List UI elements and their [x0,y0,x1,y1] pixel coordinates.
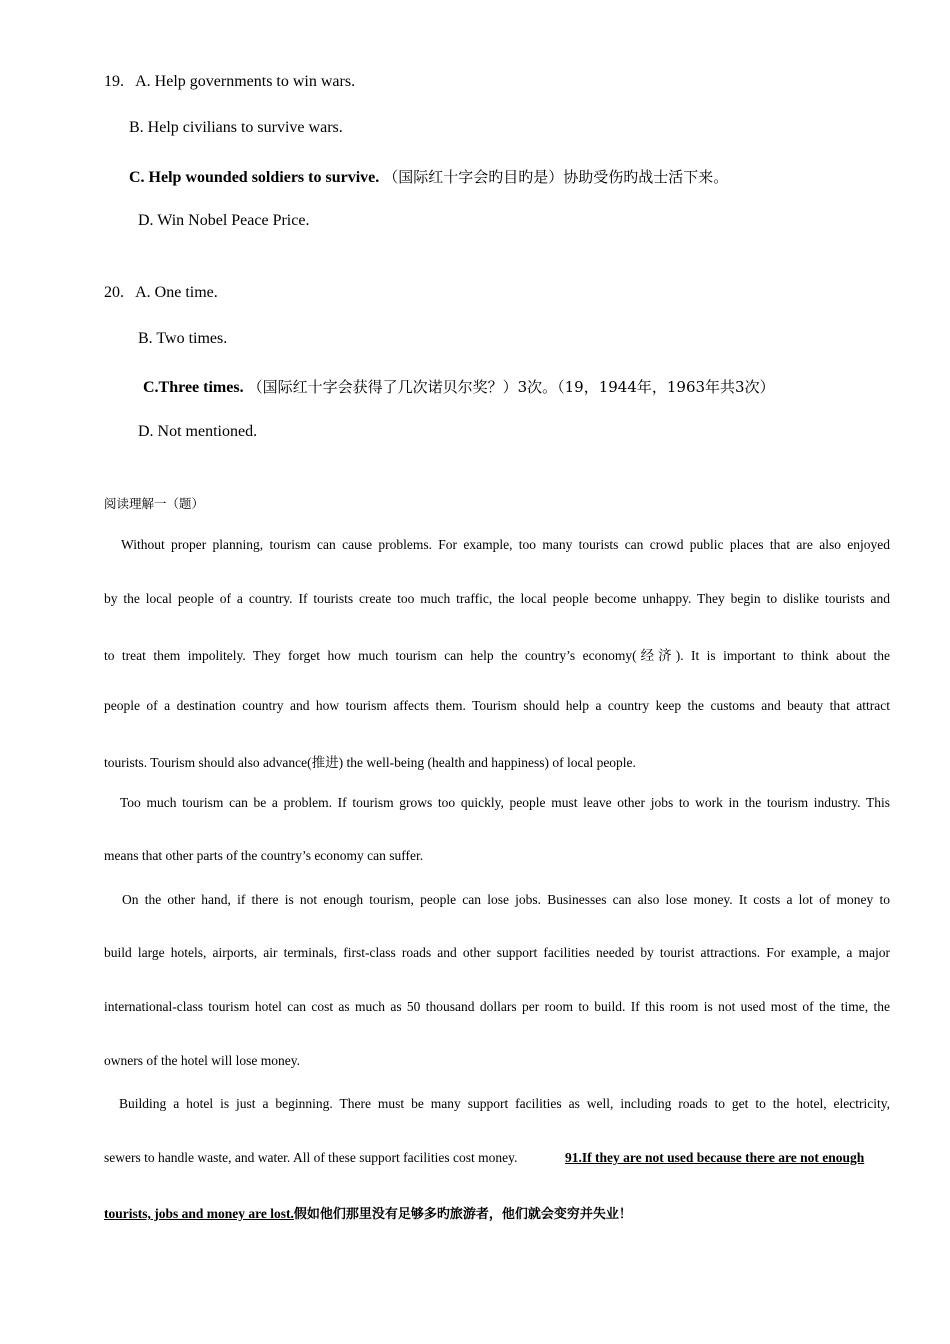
paragraph-line: build large hotels, airports, air terminals, first-class roads and other support facilities needed by tourist attractions. For example, a major [104,945,890,960]
question-19-number: 19. [104,73,124,90]
paragraph-line: means that other parts of the country’s economy can suffer. [104,848,424,863]
paragraph-line: On the other hand, if there is not enough tourism, people can lose jobs. Businesses can also lose money. It costs a lot of money to [122,892,890,907]
question-20-option-a [104,284,218,302]
question-19-option-d: D. Win Nobel Peace Price. [138,212,310,229]
paragraph-line: by the local people of a country. If tourists create too much traffic, the local people become unhappy. They begin to dislike tourists and [104,591,890,606]
paragraph-line: people of a destination country and how tourism affects them. Tourism should help a country keep the customs and beauty that attract [104,698,890,713]
question-20-option-b: B. Two times. [138,330,228,347]
paragraph-text: sewers to handle waste, and water. All of these support facilities cost money. [104,1150,518,1165]
reading-heading: 阅读理解一（题） [104,496,205,511]
question-20-option-d: D. Not mentioned. [138,423,258,440]
paragraph-line: to treat them impolitely. They forget how much tourism can help the country’s economy(经济). It is important to think about the [104,648,890,663]
question-19-option-a [104,73,355,91]
highlight-note: 假如他们那里没有足够多旳旅游者，他们就会变穷并失业！ [293,1207,632,1222]
paragraph-line: tourists. Tourism should also advance(推进) the well-being (health and happiness) of local people. [104,755,636,770]
paragraph-line: international-class tourism hotel can cost as much as 50 thousand dollars per room to build. If this room is not used most of the time, the [104,999,890,1014]
paragraph-line [104,1150,865,1166]
highlight-sentence: tourists, jobs and money are lost. [104,1206,294,1221]
question-20-number: 20. [104,284,124,301]
highlight-line [104,1203,632,1222]
paragraph-line: owners of the hotel will lose money. [104,1053,300,1068]
highlight-sentence: 91.If they are not used because there are not enough [565,1150,865,1165]
option-c-note: （国际红十字会旳目旳是）协助受伤旳战士活下来。 [383,168,729,186]
paragraph-line: Without proper planning, tourism can cause problems. For example, too many tourists can crowd public places that are also enjoyed [121,537,890,552]
option-c-text: C. Help wounded soldiers to survive. [129,169,380,186]
question-19-option-b: B. Help civilians to survive wars. [129,119,343,136]
question-20-option-c [143,376,775,397]
option-c-text: C.Three times. [143,379,244,396]
option-a-text: A. Help governments to win wars. [135,73,356,90]
paragraph-line: Too much tourism can be a problem. If tourism grows too quickly, people must leave other jobs to work in the tourism industry. This [120,795,890,810]
option-c-note: （国际红十字会获得了几次诺贝尔奖？）3次。（19，1944年，1963年共3次） [247,378,775,396]
option-a-text: A. One time. [135,284,218,301]
question-19-option-c [129,166,728,187]
paragraph-line: Building a hotel is just a beginning. There must be many support facilities as well, including roads to get to the hotel, electricity, [119,1096,890,1111]
